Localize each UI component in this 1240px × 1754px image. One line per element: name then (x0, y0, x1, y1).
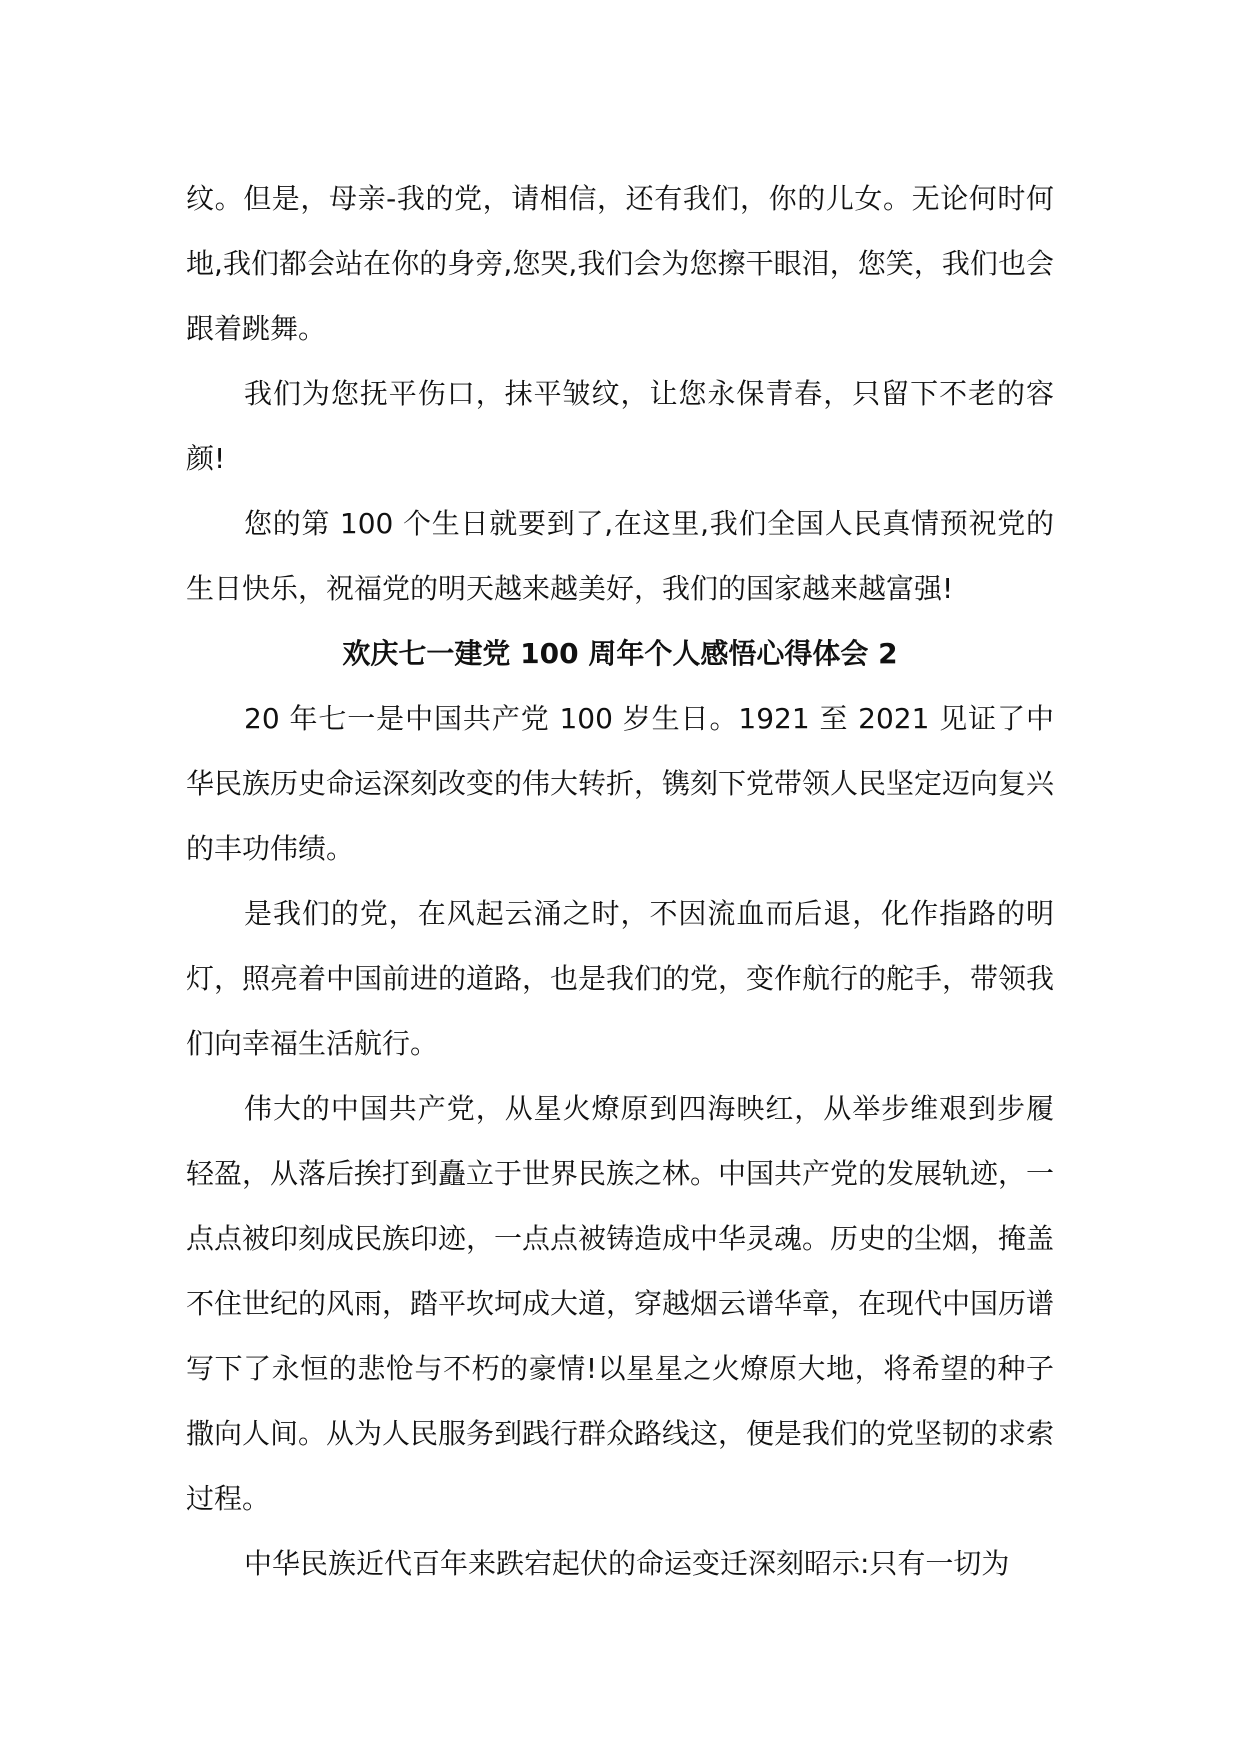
paragraph: 是我们的党，在风起云涌之时，不因流血而后退，化作指路的明灯，照亮着中国前进的道路，也是我们的党，变作航行的舵手，带领我们向幸福生活航行。 (186, 897, 1055, 1060)
paragraph: 您的第 100 个生日就要到了,在这里,我们全国人民真情预祝党的生日快乐，祝福党的明天越来越美好，我们的国家越来越富强! (186, 507, 1054, 605)
paragraph: 我们为您抚平伤口，抹平皱纹，让您永保青春，只留下不老的容颜! (186, 377, 1054, 475)
paragraph: 纹。但是，母亲-我的党，请相信，还有我们，你的儿女。无论何时何地,我们都会站在你的身旁,您哭,我们会为您擦干眼泪，您笑，我们也会跟着跳舞。 (186, 182, 1054, 345)
document-page (186, 166, 1054, 1596)
paragraph: 伟大的中国共产党，从星火燎原到四海映红，从举步维艰到步履轻盈，从落后挨打到矗立于世界民族之林。中国共产党的发展轨迹，一点点被印刻成民族印迹，一点点被铸造成中华灵魂。历史的尘烟，掩盖不住世纪的风雨，踏平坎坷成大道，穿越烟云谱华章，在现代中国历谱写下了永恒的悲怆与不朽的豪情!以星星之火燎原大地，将希望的种子撒向人间。从为人民服务到践行群众路线这，便是我们的党坚韧的求索过程。 (186, 1092, 1055, 1515)
paragraph: 20 年七一是中国共产党 100 岁生日。1921 至 2021 见证了中华民族历史命运深刻改变的伟大转折，镌刻下党带领人民坚定迈向复兴的丰功伟绩。 (186, 702, 1055, 865)
paragraph: 中华民族近代百年来跌宕起伏的命运变迁深刻昭示:只有一切为 (244, 1547, 1010, 1580)
section-heading: 欢庆七一建党 100 周年个人感悟心得体会 2 (342, 637, 898, 670)
